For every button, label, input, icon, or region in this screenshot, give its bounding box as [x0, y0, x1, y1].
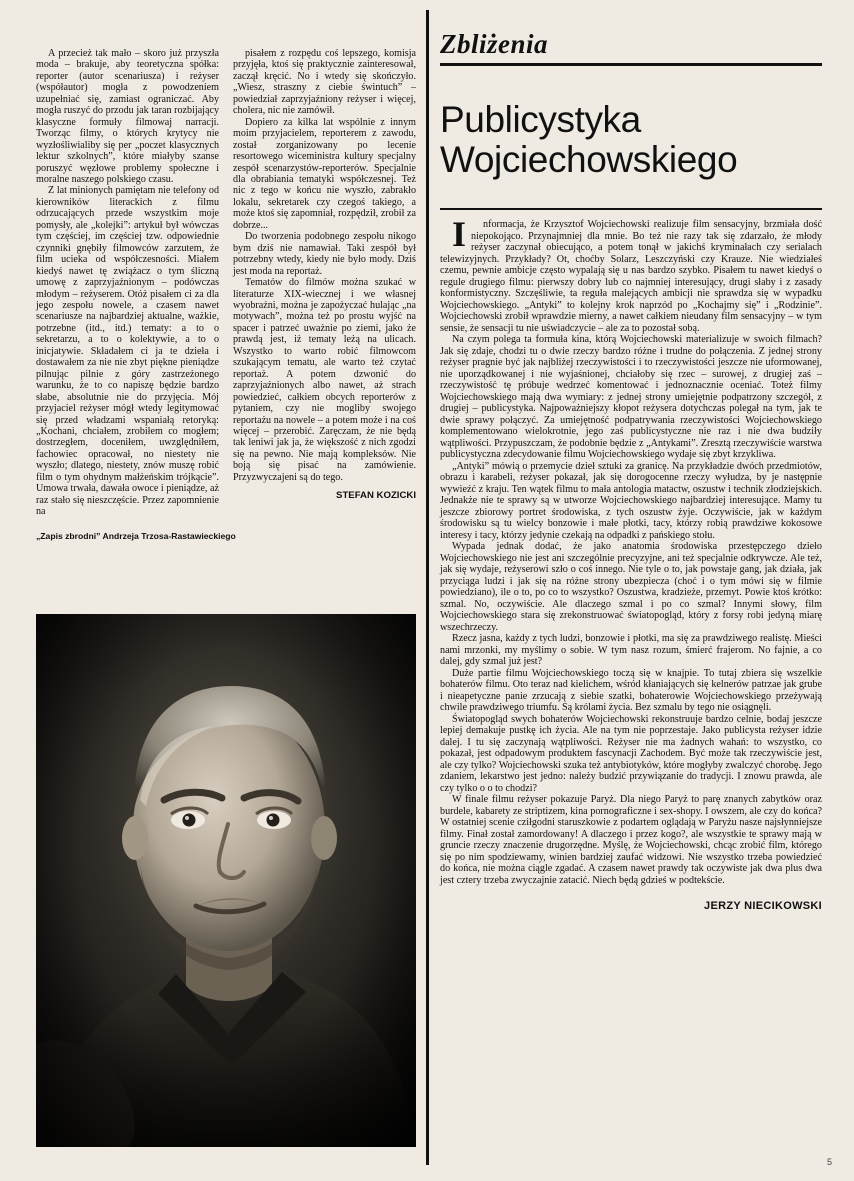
- masthead-rule: [440, 63, 822, 66]
- section-title: Zbliżenia: [440, 29, 549, 59]
- paragraph-lead: [440, 214, 822, 334]
- right-article: [440, 12, 822, 912]
- photo-caption: „Zapis zbrodni” Andrzeja Trzosa-Rastawieckiego: [36, 530, 236, 541]
- article-byline: [233, 490, 416, 501]
- left-column-2: [233, 48, 416, 518]
- headline-line-2: Wojciechowskiego: [440, 139, 738, 180]
- paragraph: Na czym polega ta formuła kina, którą Wojciechowski materializuje w swoich filmach? Jak się zdaje, chodzi tu o dwie rzeczy bardzo różne i trudne do połączenia. Z jednej strony reżyser pragnie być jak najbliżej rzeczywistości i to rzeczywistości jeszcze nie uformowanej, nie uporządkowanej i nie wyjaśnionej, chciałoby się rzec – surowej, z drugiej zaś – rzeczywistość tę próbuje wedrzeć komentować i jednoznacznie oceniać. Toteż filmy Wojciechowskiego mają dwa wymiary: z jednej strony umiejętnie podpatrzony szczegół, z drugiej – publicystyka. Najpoważniejszy kłopot reżysera dotychczas polegał na tym, jak te dwie sprawy połączyć. Za umiejętność podpatrywania rzeczywistości Wojciechowskiego komplementowano wielokrotnie, jego zaś publicystyczne nie raz i nie dwa budziły wątpliwości. Przypuszczam, że podobnie będzie z „Antykami”. Zresztą rzeczywiście warstwa publicystyczna zdecydowanie filmu Wojciechowskiego wydaje się zbyt krzykliwa.: [440, 334, 822, 460]
- paragraph-text: nformacja, że Krzysztof Wojciechowski realizuje film sensacyjny, brzmiała dość niepokojąco. Przynajmniej dla mnie. Bo też nie razy tak się zdarzało, że młody reżyser zaczynał obiecująco, a potem tonął w jakichś kryminałach czy serialach telewizyjnych. Przykłady? Ot, choćby Solarz, Leszczyński czy Krauze. Nie wiedziałeś czemu, pewnie ambicje często wypalają się u nas bardzo szybko. Pisałem tu nawet kiedyś o regule drugiego filmu: pierwszy dobry lub co najmniej interesujący, drugi słaby i z zasady konformistyczny. Szczęśliwie, ta reguła malejących ambicji nie sprawdza się w wypadku Wojciechowskiego. „Antyki” to kolejny krok naprzód po „Kochajmy się” i „Rodzinie”. Wojciechowski zrobił wprawdzie mierny, a nawet całkiem nieudany film sensacyjny – w tym sensie, że sensacji tu nie uświadczycie – ale za to pozostał sobą.: [440, 219, 822, 334]
- article-signature: JERZY NIECIKOWSKI: [704, 900, 822, 912]
- paragraph: Tematów do filmów można szukać w literaturze XIX-wiecznej i we własnej wyobraźni, można je zapożyczać hulając „na motywach”, można też po prostu wyjść na spacer i patrzeć uważnie po ziemi, jako że prawdą jest, iż tematy leżą na ulicach. Wszystko to warto robić filmowcom szukającym tematu, ale warto też czytać reportaż. A potem dzwonić do zaprzyjaźnionych albo nawet, aż strach powiedzieć, całkiem obcych reporterów z pytaniem, czy nie mogliby swojego reportażu na nowele – a potem może i na coś więcej – przerobić. Zaręczam, że nie będą tak leniwi jak ja, że większość z nich zgodzi się na pewno. Nie mają kompleksów. Nie boją się pisać na zamówienie. Przyzwyczajeni są do tego.: [233, 277, 416, 483]
- left-columns: [36, 48, 416, 518]
- paragraph: Z lat minionych pamiętam nie telefony od kierowników literackich z filmu odrzucających przede wszystkim moje pomysły, ale „kolejki”: artykuł był wówczas tym częściej, im częściej tzw. odpowiednie czynniki gnębiły filmowców zarzutem, że film ucieka od współczesności. Miałem kiedyś nawet tę zwiążacz o tym śliczną umowę z zaprzyjaźnionym – podówczas młodym – reżyserem. Otóż pisałem ci za dla jego zespołu nowele, a czasem nawet scenariusze na najbardziej aktualne, ważkie, potrzebne (itd., itd.) tematy: a to o sekretarzu, a to o kolektywie, a to o inicjatywie. Składałem ci ja te dzieła i dostawałem za nie nie zbyt piękne pieniądze pilnując pilnie z góry zastrzeżonego warunku, że to co napiszę będzie bardzo słabe, absolutnie nie do przyjęcia. Mój przyjaciel reżyser mógł wtedy legitymować się przed władzami wspaniałą retoryką: „Kochani, chciałem, zrobiłem co mogłem; dostrzegłem, doceniłem, uwzględniłem, fachowiec opracował, no niestety nie wyszło; dlatego, niestety, znów muszę robić film o tym ohydnym małżeńskim trójkącie”. Umowa trwała, dawała owoce i pieniądze, aż raz stało się nieszczęście. Przez zapomnienie na: [36, 185, 219, 518]
- byline-text: STEFAN KOZICKI: [336, 490, 416, 502]
- paragraph: Do tworzenia podobnego zespołu nikogo bym dziś nie namawiał. Taki zespół był potrzebny wtedy, kiedy nie było mody. Dziś jest moda na reportaż.: [233, 231, 416, 277]
- paragraph: Dopiero za kilka lat wspólnie z innym moim przyjacielem, reporterem z zawodu, został zorganizowany po lecenie resortowego wiceministra kultury specjalny zespół scenarzystów-reporterów. Specjalnie dla obrabiania tematyki współczesnej. Też nic z tego w końcu nie wyszło, zabrakło lokalu, sekretarek czy czegoś takiego, a może ktoś się zapomniał, rozpędził, zrobił za dobrze...: [233, 116, 416, 231]
- paragraph: Duże partie filmu Wojciechowskiego toczą się w knajpie. To tutaj zbiera się wszelkie bohaterów filmu. Oto teraz nad kielichem, wśród kłaniających się kelnerów patrzae jak grube i nieapetyczne panie zrzucają z siebie szatki, bohaterowie Wojciechowskiego przeżywają chwile prawdziwego triumfu. Są królami życia. Bez szmalu by tego nie osiągnęli.: [440, 667, 822, 713]
- paragraph: A przecież tak mało – skoro już przyszła moda – brakuje, aby teoretyczna spółka: reporter (autor scenariusza) i reżyser (współautor) mogła z powodzeniem uzupełniać się, zamiast ograniczać. Aby mogła ruszyć do przodu jak taran rozbijający klasyczne formuły filmowaj narracji. Tworząc filmy, o których krytycy nie wyzłośliwialiby się per „poczet klasycznych lektur szkolnych”, które miałyby szanse poruszyć węzłowe problemy społeczne i moralne naszego polskiego czasu.: [36, 48, 219, 185]
- paragraph: Rzecz jasna, każdy z tych ludzi, bonzowie i płotki, ma się za prawdziwego realistę. Mieści nami mrzonki, my myślimy o sobie. W tym nasz rozum, śmierć frajerom. No fajnie, a co dalej, gdy szmal już jest?: [440, 633, 822, 667]
- right-body: [440, 214, 822, 912]
- paragraph: „Antyki” mówią o przemycie dzieł sztuki za granicę. Na przykładzie dwóch przedmiotów, obrazu i karabeli, reżyser pokazał, jak się dorogocenne rzeczy wyłudza, by je następnie wywieźć z kraju. Ten wątek filmu to mała antologia matactw, oszustw i technik złodziejskich. Jednakże nie te sprawy są w utworze Wojciechowskiego najbardziej interesujące. Mamy tu jeszcze zbiorowy portret środowiska, z tych oszustw żyje. Oczywiście, jak w każdym środowisku są tu wielcy bonzowie i małe płotki, tacy, którzy robią prawdziwe kokosowe interesy i tacy, którzy jedynie czekają na odpadki z pańskiego stołu.: [440, 460, 822, 541]
- headline-rule: [440, 208, 822, 210]
- paragraph: W finale filmu reżyser pokazuje Paryż. Dla niego Paryż to parę znanych zabytków oraz burdele, kabarety ze striptizem, kina pornograficzne i sex-shopy. I owszem, ale czy do końca? W ostatniej scenie cziłgodni staruszkowie z podartem oglądają w Paryżu nasze najsłynniejsze filmy. Finał został zamordowany! A dlaczego i przez kogo?, ale wszystkie te sprawy mają w gruncie rzeczy znaczenie drugorzędne. Myślę, że Wojciechowski, chcąc zrobić film, którego się po nim spodziewamy, winien bardziej zaufać widzowi. Nie wszystko trzeba powiedzieć do końca, nie można ciągle zgadać. A czasem nawet prawdy tak oczywiste jak dwa plus dwa jest cztery trzeba zwyczajnie zatacić. Niech będą gdzieś w podtekście.: [440, 794, 822, 886]
- drop-cap: I: [452, 214, 467, 254]
- paragraph: Wypada jednak dodać, że jako anatomia środowiska przestępczego dzieło Wojciechowskiego nie jest ani szczególnie precyzyjne, ani też specjalnie odkrywcze. Ale też, jak się wydaje, reżyserowi szło o coś innego. Nie tyle o to, jak powstaje gang, jak działa, jak przyciąga ludzi i jak się na różne strony ubezpiecza (choć i o tym mówi się w filmie powiedziano), ile o to, po co to wszystko? Oszustwa, kradzieże, przemyt. Powie ktoś krótko: szmal. No, oczywiście. Ale dlaczego szmal i po co szmal? Innymi słowy, film Wojciechowskiego stara się zrekonstruować światopogląd, który z forsy robi jedyną miarę wszechrzeczy.: [440, 541, 822, 633]
- article-photo: [36, 614, 416, 1147]
- paragraph: Światopogląd swych bohaterów Wojciechowski rekonstruuje bardzo celnie, bodaj jeszcze lepiej demakuje pustkę ich życia. Ale na tym nie poprzestaje. Jako publicysta reżyser idzie dalej. I tu się zaczynają wątpliwości. Reżyser nie ma żadnych wahań: to wszystko, co pokazał, jest odpadowym produktem fascynacji Zachodem. Być może tak rzeczywiście jest, ale czy tylko? Wojciechowski szuka też antybiotyków, które mogłyby zwalczyć chorobę. Jego zdaniem, lekarstwo jest jedno: należy budzić przywiązanie do tradycji. I znowu prawda, ale czy tylko o o to chodzi?: [440, 713, 822, 794]
- portrait-photo-graphic: [36, 614, 416, 1147]
- section-masthead: [440, 12, 822, 58]
- page-number: 5: [826, 1157, 832, 1167]
- page-title: [440, 100, 822, 180]
- left-column-1: [36, 48, 219, 518]
- headline-line-1: Publicystyka: [440, 99, 641, 140]
- paragraph: pisałem z rozpędu coś lepszego, komisja przyjęła, ktoś się praktycznie zainteresował, zaczął kręcić. No i wtedy się skończyło. „Wiesz, straszny z ciebie świntuch” – powiedział zaprzyjaźniony reżyser i więcej, cholera, nic nie zamówił.: [233, 48, 416, 117]
- left-article: [36, 48, 416, 541]
- column-divider: [426, 10, 429, 1165]
